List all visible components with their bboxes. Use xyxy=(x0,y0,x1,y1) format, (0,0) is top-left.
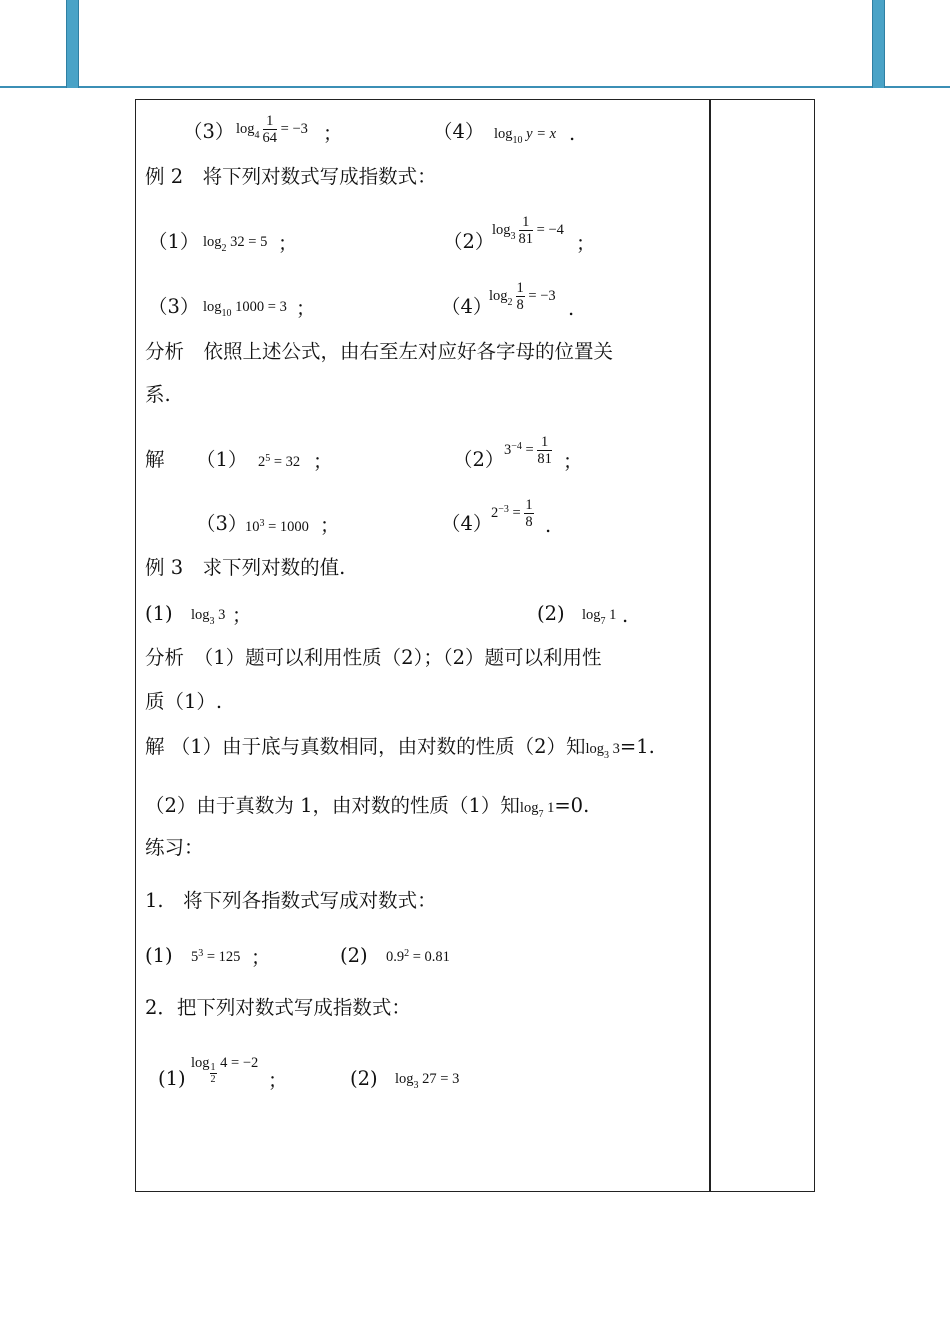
label-r4-1: (1) xyxy=(145,602,173,625)
punct-r2-2: ； xyxy=(576,232,596,255)
label-r6-2: (2) xyxy=(350,1067,378,1090)
formula-r3-3: $\log_{10} 1000 = 3$ xyxy=(203,299,287,319)
solution-2-lead: 解 xyxy=(145,448,165,471)
formula-r5-2: $0.9^2 = 0.81$ xyxy=(386,948,450,965)
formula-r2-1: $\log_2 32 = 5$ xyxy=(203,234,268,254)
label-sol-1: （1） xyxy=(196,448,248,471)
formula-r1-4: $\log_{10} y = x$ xyxy=(494,126,557,146)
punct-r3-3: ； xyxy=(296,297,316,320)
header-bar-left xyxy=(66,0,79,88)
practice-heading: 练习： xyxy=(145,836,204,859)
formula-sol-3: $10^3 = 1000$ xyxy=(245,518,309,535)
analysis-2-line1: 分析 依照上述公式，由右至左对应好各字母的位置关 xyxy=(145,340,614,363)
punct-r2-1: ； xyxy=(278,232,298,255)
punct-r6-1: ； xyxy=(268,1069,288,1092)
formula-sol-4: $2^{-3}$ = $\frac{1}{8}$ xyxy=(491,497,533,530)
label-sol-2: （2） xyxy=(453,448,505,471)
punct-sol-1: ； xyxy=(313,450,333,473)
practice-q1: 1. 将下列各指数式写成对数式： xyxy=(145,889,437,912)
label-r2-2: （2） xyxy=(443,230,495,253)
analysis-2-line2: 系. xyxy=(145,383,171,406)
punct-r1-3: ； xyxy=(323,122,343,145)
punct-sol-3: ； xyxy=(320,514,340,537)
example-2-heading: 例 2 将下列对数式写成指数式： xyxy=(145,165,437,188)
example-3-heading: 例 3 求下列对数的值. xyxy=(145,556,346,579)
label-r5-1: (1) xyxy=(145,944,173,967)
punct-r5-1: ； xyxy=(251,946,271,969)
label-r1-4: （4） xyxy=(433,120,485,143)
label-r3-3: （3） xyxy=(148,295,200,318)
formula-r5-1: $5^3 = 125$ xyxy=(191,948,241,965)
punct-r4-2: . xyxy=(622,604,629,627)
punct-sol-4: . xyxy=(545,514,552,537)
analysis-3-line2: 质（1）. xyxy=(145,690,223,713)
formula-sol-2: $3^{-4}$ = $\frac{1}{81}$ xyxy=(504,434,552,467)
header-rule xyxy=(0,86,950,88)
formula-r4-1: $\log_3 3$ xyxy=(191,607,226,627)
formula-r2-2: $\log_3$ $\frac{1}{81}$ = −4 xyxy=(492,214,564,247)
label-r5-2: (2) xyxy=(340,944,368,967)
formula-r3-4: $\log_2$ $\frac{1}{8}$ = −3 xyxy=(489,280,556,313)
formula-r6-1: log $\frac{1}{2}$ 4 = −2 xyxy=(191,1054,259,1085)
label-sol-4: （4） xyxy=(441,512,493,535)
punct-r1-4: . xyxy=(569,122,576,145)
analysis-3-line1: 分析 （1）题可以利用性质（2）；（2）题可以利用性 xyxy=(145,646,602,669)
label-r4-2: (2) xyxy=(537,602,565,625)
label-r1-3: （3） xyxy=(183,120,235,143)
label-r2-1: （1） xyxy=(148,230,200,253)
formula-r4-2: $\log_7 1$ xyxy=(582,607,617,627)
practice-q2: 2．把下列对数式写成指数式： xyxy=(145,996,411,1019)
solution-3-line1: 解 （1）由于底与真数相同，由对数的性质（2）知$\log_3 3=1$. xyxy=(145,735,655,761)
punct-sol-2: ； xyxy=(563,450,583,473)
punct-r3-4: . xyxy=(568,297,575,320)
formula-sol-1: $2^5 = 32$ xyxy=(258,453,301,470)
label-sol-3: （3） xyxy=(196,512,248,535)
punct-r4-1: ； xyxy=(232,604,252,627)
frame-divider xyxy=(709,99,711,1192)
formula-r6-2: $\log_3 27 = 3$ xyxy=(395,1071,460,1091)
solution-3-line2: （2）由于真数为 1，由对数的性质（1）知$\log_7 1=0$. xyxy=(145,794,590,820)
label-r6-1: (1) xyxy=(158,1067,186,1090)
header-bar-right xyxy=(872,0,885,88)
label-r3-4: （4） xyxy=(441,295,493,318)
formula-r1-3: $\log_4$ $\frac{1}{64}$ = −3 xyxy=(236,113,308,146)
